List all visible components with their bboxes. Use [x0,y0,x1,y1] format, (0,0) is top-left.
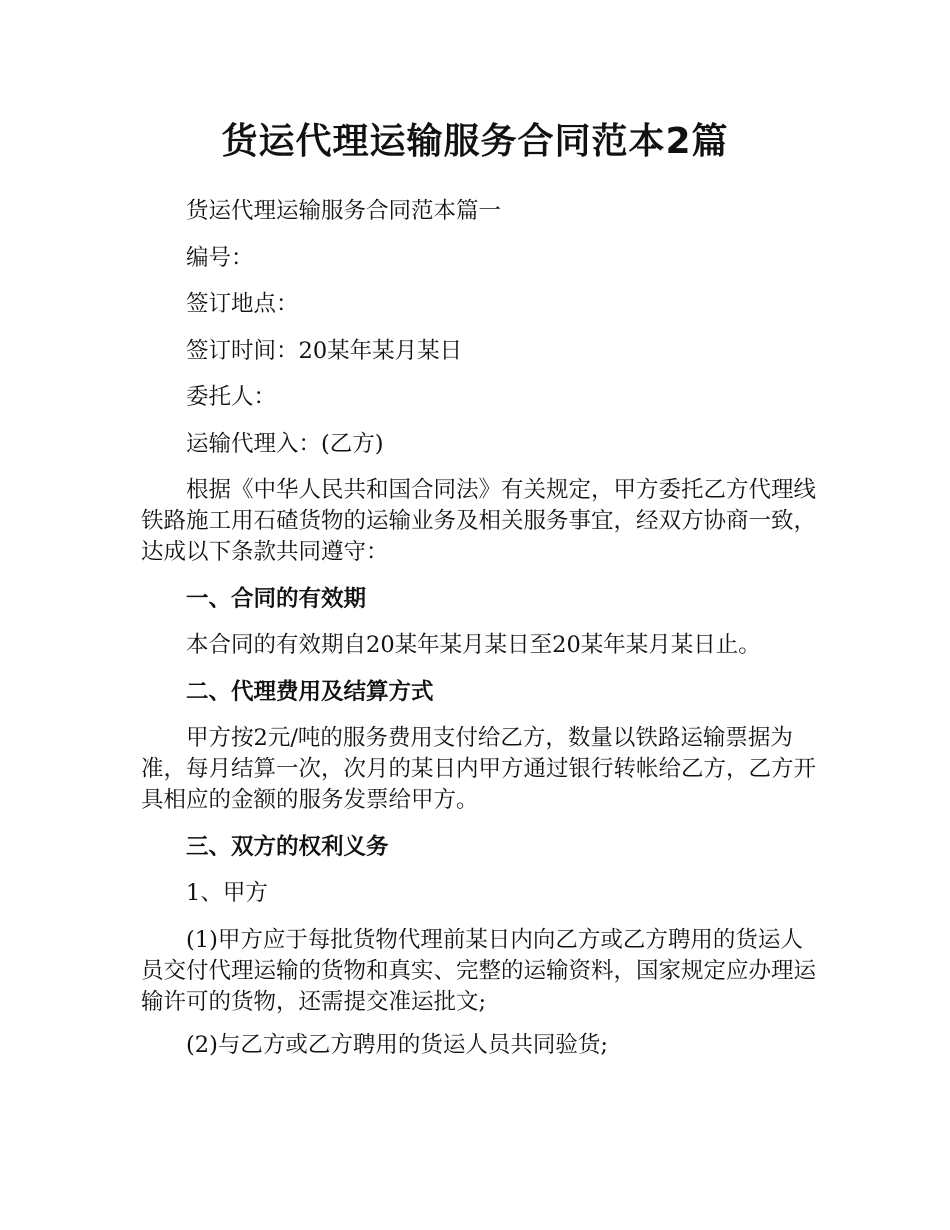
party-a-label: 1、甲方 [186,880,268,906]
field-client: 委托人： [186,384,277,410]
document-body [141,196,821,1061]
document-title: 货运代理运输服务合同范本2篇 [221,121,729,162]
fees-paragraph: 甲方按2元/吨的服务费用支付给乙方，数量以铁路运输票据为准，每月结算一次，次月的某日内甲方通过银行转帐给乙方，乙方开具相应的金额的服务发票给甲方。 [141,725,817,813]
validity-paragraph: 本合同的有效期自20某年某月某日至20某年某月某日止。 [186,632,761,658]
heading-validity: 一、合同的有效期 [186,585,367,612]
field-sign-place: 签订地点： [186,291,299,317]
party-a-clause-1: (1)甲方应于每批货物代理前某日内向乙方或乙方聘用的货运人员交付代理运输的货物和真实、完整的运输资料，国家规定应办理运输许可的货物，还需提交准运批文; [141,926,817,1015]
heading-fees: 二、代理费用及结算方式 [186,678,434,705]
intro-paragraph: 根据《中华人民共和国合同法》有关规定，甲方委托乙方代理线铁路施工用石碴货物的运输业务及相关服务事宜，经双方协商一致，达成以下条款共同遵守： [141,477,817,565]
section-subtitle: 货运代理运输服务合同范本篇一 [186,198,502,224]
field-sign-date: 签订时间：20某年某月某日 [186,337,463,364]
party-a-clause-2: (2)与乙方或乙方聘用的货运人员共同验货; [186,1031,608,1058]
heading-rights: 三、双方的权利义务 [186,833,389,860]
field-number: 编号： [186,244,254,271]
field-agent: 运输代理入：(乙方) [186,430,384,457]
